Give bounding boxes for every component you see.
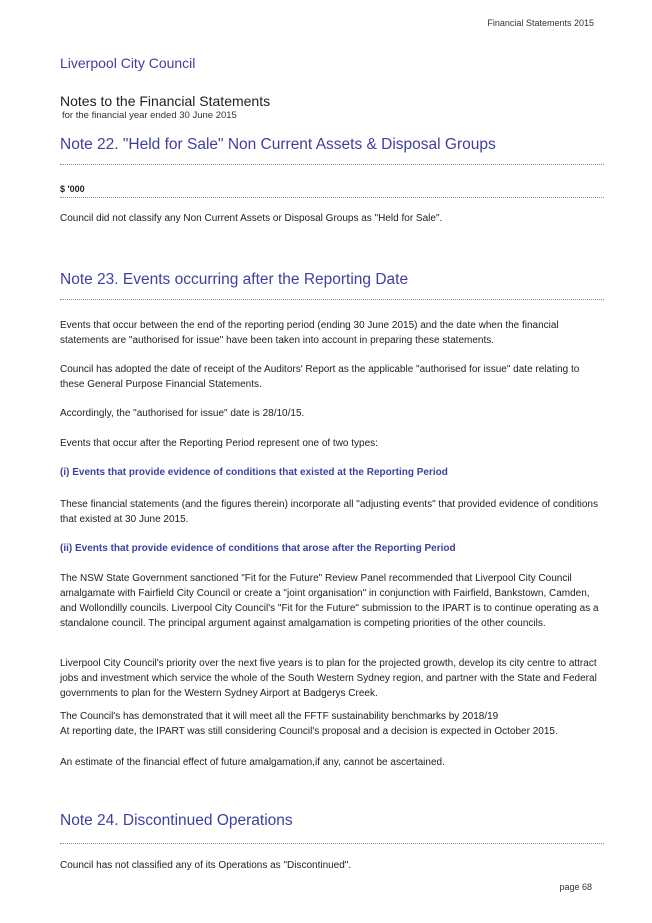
notes-title: Notes to the Financial Statements [60,93,271,109]
note23-subheading: (i) Events that provide evidence of conditions that existed at the Reporting Period [60,467,448,478]
note23-paragraph: These financial statements (and the figures therein) incorporate all "adjusting events" that provided evidence of conditions that existed at 30 June 2015. [60,499,598,525]
council-name: Liverpool City Council [60,55,196,71]
note23-paragraph: At reporting date, the IPART was still considering Council's proposal and a decision is expected in October 2015. [60,726,558,737]
divider [60,299,604,300]
note22-body: Council did not classify any Non Current Assets or Disposal Groups as "Held for Sale". [60,213,443,224]
document-header-label: Financial Statements 2015 [487,18,594,28]
note23-paragraph: Liverpool City Council's priority over the next five years is to plan for the projected growth, develop its city centre to attract jobs and investment which service the whole of the South Western Sydney region, and partner with the State and Federal governments to plan for the Western Sydney Airport at Badgerys Creek. [60,658,597,699]
divider [60,164,604,165]
notes-subtitle: for the financial year ended 30 June 2015 [62,110,237,121]
note24-body: Council has not classified any of its Operations as "Discontinued". [60,860,352,871]
divider [60,197,604,198]
note23-heading: Note 23. Events occurring after the Reporting Date [60,271,409,288]
note23-subheading: (ii) Events that provide evidence of conditions that arose after the Reporting Period [60,543,456,554]
note22-heading: Note 22. "Held for Sale" Non Current Assets & Disposal Groups [60,136,496,153]
note23-paragraph: An estimate of the financial effect of future amalgamation,if any, cannot be ascertained. [60,757,445,768]
page-number: page 68 [559,882,592,892]
note23-paragraph: Events that occur after the Reporting Period represent one of two types: [60,438,378,449]
note23-paragraph: The NSW State Government sanctioned "Fit for the Future" Review Panel recommended that Liverpool City Council amalgamate with Fairfield City Council or create a "joint organisation" in conjunction with Fairfield, Bankstown, Camden, and Wollondilly councils. Liverpool City Council's "Fit for the Future" submission to the IPART is to continue operating as a standalone council. The principal argument against amalgamation is competing priorities of the other councils. [60,573,599,629]
note23-paragraph: Events that occur between the end of the reporting period (ending 30 June 2015) and the date when the financial statements are "authorised for issue" have been taken into account in preparing these statements. [60,320,559,346]
note23-paragraph: Council has adopted the date of receipt of the Auditors' Report as the applicable "authorised for issue" date relating to these General Purpose Financial Statements. [60,364,580,390]
note23-paragraph: Accordingly, the "authorised for issue" date is 28/10/15. [60,408,305,419]
divider [60,843,604,844]
note24-heading: Note 24. Discontinued Operations [60,812,293,829]
note23-paragraph: The Council's has demonstrated that it will meet all the FFTF sustainability benchmarks by 2018/19 [60,711,499,722]
unit-label: $ '000 [60,184,85,194]
